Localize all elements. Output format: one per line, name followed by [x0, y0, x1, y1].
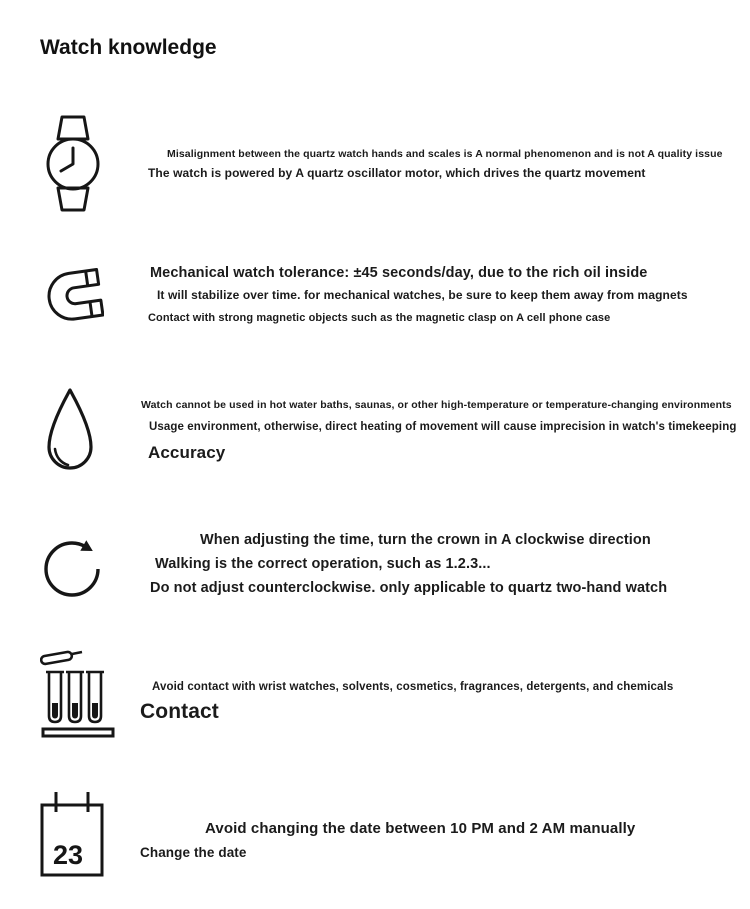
- magnet-icon: [42, 268, 104, 324]
- section-magnetism: [40, 265, 745, 345]
- section-chemical-contact: [40, 645, 745, 750]
- calendar-icon: [40, 790, 104, 878]
- section-temperature-accuracy: [40, 386, 745, 486]
- section-time-adjustment: [40, 526, 745, 611]
- temperature-warning-line: Watch cannot be used in hot water baths, saunas, or other high-temperature or temperature-changing environments: [141, 399, 732, 411]
- clockwise-arrow-icon: [42, 526, 106, 604]
- contact-heading: Contact: [140, 700, 219, 723]
- calendar-day-number: 23: [53, 840, 84, 870]
- wristwatch-icon: [40, 115, 106, 212]
- page-title: Watch knowledge: [40, 36, 217, 59]
- counterclockwise-warning-line: Do not adjust counterclockwise. only applicable to quartz two-hand watch: [150, 580, 668, 596]
- magnet-contact-line: Contact with strong magnetic objects such as the magnetic clasp on A cell phone case: [148, 312, 611, 324]
- magnet-tolerance-line: Mechanical watch tolerance: ±45 seconds/day, due to the rich oil inside: [150, 265, 648, 281]
- change-date-heading: Change the date: [140, 845, 247, 860]
- correct-operation-line: Walking is the correct operation, such as 1.2.3...: [155, 556, 491, 572]
- avoid-chemicals-line: Avoid contact with wrist watches, solvents, cosmetics, fragrances, detergents, and chemicals: [152, 681, 674, 693]
- usage-environment-line: Usage environment, otherwise, direct heating of movement will cause imprecision in watch's timekeeping: [149, 421, 737, 433]
- test-tubes-icon: [40, 645, 116, 745]
- water-drop-icon: [42, 386, 98, 480]
- quartz-note-line: Misalignment between the quartz watch hands and scales is A normal phenomenon and is not A quality issue: [167, 148, 723, 160]
- clockwise-direction-line: When adjusting the time, turn the crown in A clockwise direction: [200, 532, 651, 548]
- quartz-main-line: The watch is powered by A quartz oscillator motor, which drives the quartz movement: [148, 166, 646, 180]
- avoid-date-change-line: Avoid changing the date between 10 PM and 2 AM manually: [205, 820, 636, 837]
- section-date-change: [40, 790, 745, 885]
- magnet-stabilize-line: It will stabilize over time. for mechanical watches, be sure to keep them away from magnets: [157, 288, 688, 302]
- accuracy-heading: Accuracy: [148, 443, 226, 462]
- section-quartz-movement: [40, 115, 745, 225]
